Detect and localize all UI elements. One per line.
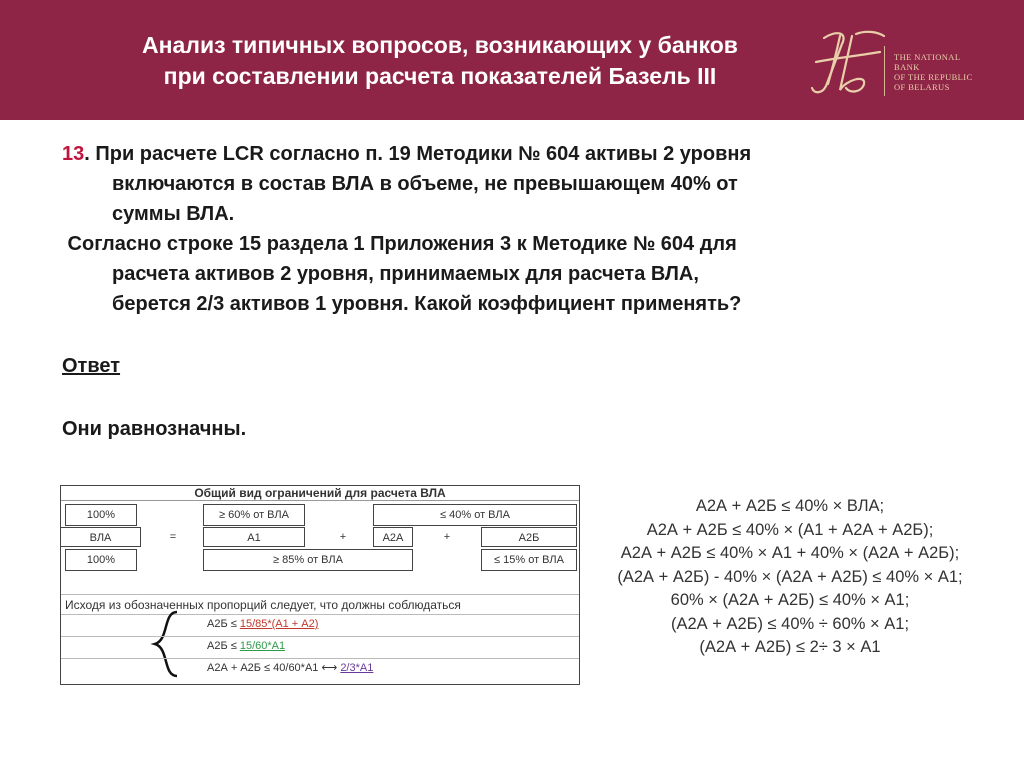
question-block — [62, 139, 962, 319]
slide-title — [60, 30, 820, 92]
table-cell: ≤ 40% от ВЛА — [373, 504, 577, 526]
table-cell: А1 — [203, 527, 305, 547]
formula-text: А2Б ≤ — [207, 618, 240, 630]
question-line: суммы ВЛА. — [112, 203, 235, 225]
logo-text-line: BANK — [894, 62, 920, 72]
table-cell: ≤ 15% от ВЛА — [481, 549, 577, 571]
table-cell: 100% — [65, 549, 137, 571]
formula-value: 2/3*А1 — [340, 662, 374, 674]
table-cell: А2Б — [481, 527, 577, 547]
question-line: берется 2/3 активов 1 уровня. Какой коэффициент применять? — [112, 293, 742, 315]
formula-line: (А2А + А2Б) ≤ 40% ÷ 60% × А1; — [670, 614, 910, 633]
table-formula — [207, 660, 373, 676]
title-line-2: при составлении расчета показателей Базель III — [163, 63, 717, 89]
table-divider — [61, 594, 579, 595]
logo-text-line: OF THE REPUBLIC — [894, 72, 973, 82]
formula-value: 15/85*(А1 + А2) — [239, 618, 319, 630]
question-line: . При расчете LCR согласно п. 19 Методики № 604 активы 2 уровня — [84, 143, 752, 165]
table-cell: + — [443, 531, 451, 543]
formula-line: 60% × (А2А + А2Б) ≤ 40% × А1; — [670, 591, 910, 609]
table-note: Исходя из обозначенных пропорций следует, что должны соблюдаться — [65, 598, 461, 612]
limits-table — [60, 485, 580, 685]
formula-value: 15/60*А1 — [239, 640, 286, 652]
derivation-formulas — [588, 495, 992, 660]
national-bank-logo-icon — [806, 24, 890, 100]
table-formula — [207, 638, 285, 654]
header-bar — [0, 0, 1024, 120]
logo-text-line: OF BELARUS — [894, 82, 950, 92]
table-formula — [207, 616, 318, 632]
table-divider — [61, 614, 579, 615]
formula-text: А2А + А2Б ≤ 40/60*А1 — [207, 662, 322, 674]
logo-text — [894, 52, 973, 92]
title-line-1: Анализ типичных вопросов, возникающих у банков — [142, 32, 738, 58]
table-cell: А2А — [373, 527, 413, 547]
formula-line: А2А + А2Б ≤ 40% × ВЛА; — [695, 497, 885, 515]
formula-line: (А2А + А2Б) ≤ 2÷ 3 × А1 — [699, 638, 881, 656]
logo-text-line: THE NATIONAL — [894, 52, 961, 62]
table-cell: ≥ 85% от ВЛА — [203, 549, 413, 571]
table-cell: 100% — [65, 504, 137, 526]
answer-text: Они равнозначны. — [62, 418, 247, 440]
brace-icon — [147, 610, 183, 678]
question-line: Согласно строке 15 раздела 1 Приложения 3 к Методике № 604 для — [62, 233, 737, 255]
question-line: включаются в состав ВЛА в объеме, не превышающем 40% от — [112, 173, 738, 195]
table-cell: + — [339, 531, 347, 543]
table-cell: ≥ 60% от ВЛА — [203, 504, 305, 526]
table-cell: = — [169, 531, 177, 543]
formula-line: А2А + А2Б ≤ 40% × (А1 + А2А + А2Б); — [646, 520, 934, 539]
question-line: расчета активов 2 уровня, принимаемых для расчета ВЛА, — [112, 263, 699, 285]
formula-line: А2А + А2Б ≤ 40% × А1 + 40% × (А2А + А2Б); — [620, 544, 960, 562]
formula-line: (А2А + А2Б) - 40% × (А2А + А2Б) ≤ 40% × А1; — [617, 567, 963, 586]
logo-divider — [884, 46, 885, 96]
table-divider — [61, 658, 579, 659]
double-arrow-icon: ⟷ — [321, 662, 338, 674]
question-number: 13 — [62, 143, 85, 165]
table-title: Общий вид ограничений для расчета ВЛА — [61, 486, 579, 501]
table-divider — [61, 636, 579, 637]
answer-heading: Ответ — [62, 355, 121, 377]
table-cell: ВЛА — [61, 527, 141, 547]
formula-text: А2Б ≤ — [207, 640, 240, 652]
